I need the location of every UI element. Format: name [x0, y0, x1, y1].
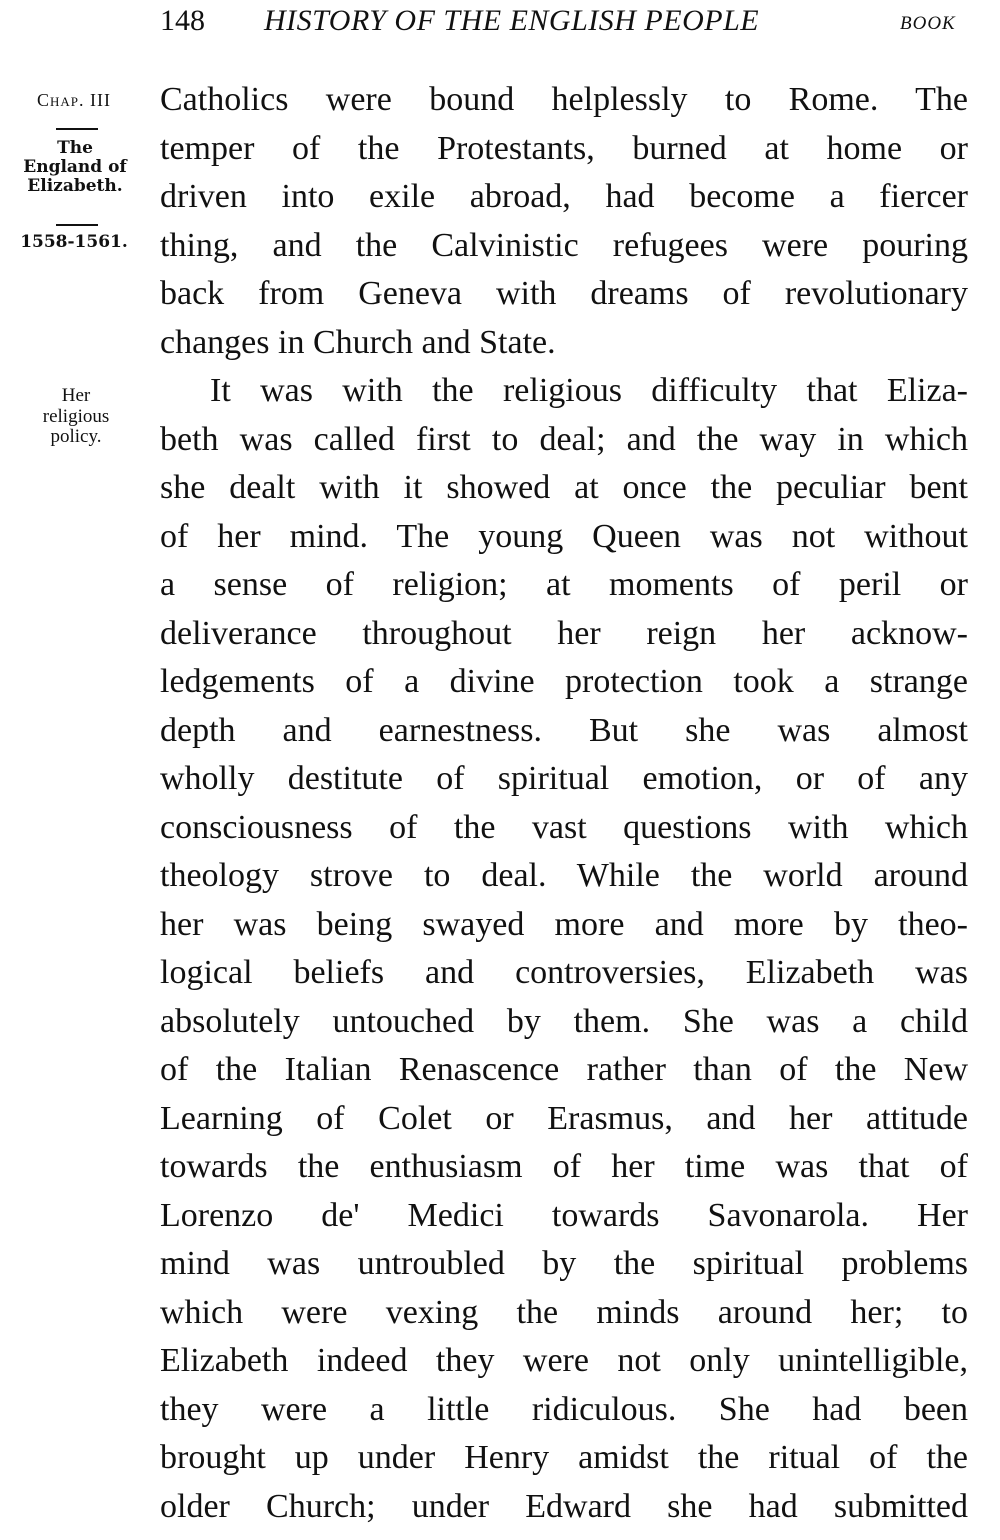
text-line: back from Geneva with dreams of revolutionary — [160, 275, 968, 312]
body-text — [160, 76, 968, 1531]
text-line: Catholics were bound helplessly to Rome. The — [160, 81, 968, 118]
sidenote-topic-line: Her — [61, 385, 91, 406]
running-head: HISTORY OF THE ENGLISH PEOPLE — [264, 4, 760, 37]
book-label: BOOK — [900, 13, 956, 34]
text-line: temper of the Protestants, burned at home or — [160, 129, 968, 167]
text-line: beth was called first to deal; and the way in which — [160, 420, 968, 458]
text-line: brought up under Henry amidst the ritual of the — [160, 1439, 968, 1476]
sidenote-topic-line: policy. — [50, 426, 102, 448]
paragraph-1 — [160, 76, 968, 367]
text-line: absolutely untouched by them. She was a child — [160, 1002, 968, 1040]
text-line: mind was untroubled by the spiritual problems — [160, 1245, 968, 1282]
page-number: 148 — [160, 4, 205, 37]
text-line: depth and earnestness. But she was almost — [160, 711, 968, 749]
text-line: they were a little ridiculous. She had been — [160, 1390, 968, 1428]
text-line: a sense of religion; at moments of peril or — [160, 566, 968, 603]
text-line: driven into exile abroad, had become a fiercer — [160, 178, 968, 215]
text-line: Learning of Colet or Erasmus, and her attitude — [160, 1099, 968, 1137]
paragraph-2 — [160, 367, 968, 1531]
text-line: she dealt with it showed at once the peculiar bent — [160, 469, 968, 506]
text-line: ledgements of a divine protection took a strange — [160, 663, 968, 700]
text-line: changes in Church and State. — [160, 323, 556, 361]
sidenote-dates: 1558-1561. — [20, 232, 128, 252]
sidenote-rule — [56, 224, 98, 226]
text-line: Lorenzo de' Medici towards Savonarola. Her — [160, 1196, 968, 1234]
text-line: consciousness of the vast questions with which — [160, 808, 968, 846]
text-line: theology strove to deal. While the world around — [160, 857, 968, 894]
text-line: her was being swayed more and more by theo- — [160, 905, 968, 943]
sidenote-subtitle-line: Elizabeth. — [27, 176, 123, 197]
sidenote-rule — [56, 128, 98, 130]
sidenote-chapter: Chap. III — [37, 90, 111, 110]
sidenote-subtitle-line: England of — [23, 157, 127, 178]
text-line: It was with the religious difficulty that Eliza- — [210, 372, 968, 409]
sidenote-topic-line: religious — [42, 405, 110, 427]
text-line: towards the enthusiasm of her time was that of — [160, 1148, 968, 1185]
sidenote-topic — [20, 386, 132, 448]
sidenote-subtitle — [4, 139, 146, 196]
text-line: older Church; under Edward she had submitted — [160, 1487, 968, 1525]
text-line: of the Italian Renascence rather than of the New — [160, 1051, 968, 1088]
text-line: deliverance throughout her reign her acknow- — [160, 614, 968, 652]
text-line: thing, and the Calvinistic refugees were pouring — [160, 226, 968, 264]
sidenote-subtitle-line: The — [57, 138, 93, 158]
text-line: Elizabeth indeed they were not only unintelligible, — [160, 1342, 968, 1379]
text-line: of her mind. The young Queen was not without — [160, 517, 968, 555]
text-line: logical beliefs and controversies, Elizabeth was — [160, 954, 968, 991]
text-line: wholly destitute of spiritual emotion, or of any — [160, 760, 968, 797]
text-line: which were vexing the minds around her; to — [160, 1293, 968, 1331]
